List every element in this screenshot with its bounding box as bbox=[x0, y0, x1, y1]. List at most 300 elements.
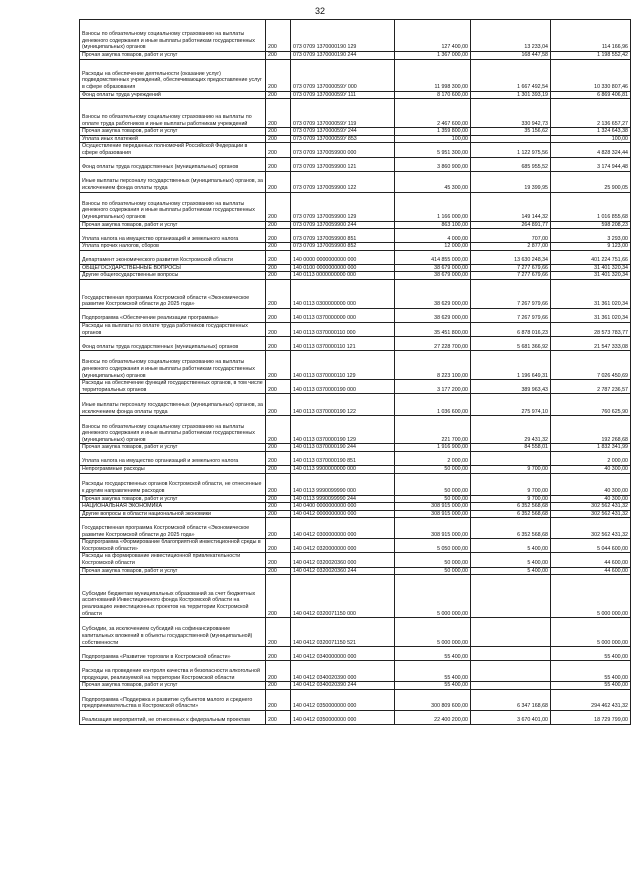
row-executed-cell: 264 891,77 bbox=[471, 221, 551, 229]
row-code-cell: 200 bbox=[266, 503, 291, 511]
row-executed-cell: 5 400,00 bbox=[471, 567, 551, 575]
row-remaining-cell: 9 123,00 bbox=[551, 243, 631, 251]
row-executed-cell: 2 877,00 bbox=[471, 243, 551, 251]
table-row bbox=[80, 661, 631, 682]
row-code-cell: 200 bbox=[266, 451, 291, 465]
row-name-cell: Подпрограмма «Формирование благоприятной инвестиционной среды в Костромской области» bbox=[80, 539, 266, 553]
page-number: 32 bbox=[314, 6, 325, 16]
row-executed-cell: 9 700,00 bbox=[471, 495, 551, 503]
row-remaining-cell: 598 208,23 bbox=[551, 221, 631, 229]
row-executed-cell: 685 955,52 bbox=[471, 157, 551, 171]
row-code-cell: 200 bbox=[266, 647, 291, 661]
row-classification-cell: 073 0709 1370059900 129 bbox=[291, 192, 395, 221]
row-name-cell: Департамент экономического развития Костромской области bbox=[80, 250, 266, 264]
table-row bbox=[80, 221, 631, 229]
row-approved-cell: 38 679 000,00 bbox=[395, 272, 471, 280]
table-row bbox=[80, 380, 631, 394]
row-classification-cell: 073 0709 1370059900 000 bbox=[291, 143, 395, 157]
row-name-cell: Прочая закупка товаров, работ и услуг bbox=[80, 444, 266, 452]
row-classification-cell: 140 0412 0350000000 000 bbox=[291, 710, 395, 724]
row-classification-cell: 073 0709 1370059900 244 bbox=[291, 221, 395, 229]
row-name-cell: Другие вопросы в области национальной экономики bbox=[80, 510, 266, 518]
row-executed-cell: 707,00 bbox=[471, 229, 551, 243]
table-row bbox=[80, 495, 631, 503]
row-executed-cell: 7 277 679,66 bbox=[471, 272, 551, 280]
row-approved-cell: 50 000,00 bbox=[395, 567, 471, 575]
row-code-cell: 200 bbox=[266, 618, 291, 647]
row-classification-cell: 140 0400 0000000000 000 bbox=[291, 503, 395, 511]
row-approved-cell: 127 400,00 bbox=[395, 20, 471, 52]
row-code-cell: 200 bbox=[266, 221, 291, 229]
row-name-cell: Прочая закупка товаров, работ и услуг bbox=[80, 682, 266, 690]
row-executed-cell: 6 347 168,68 bbox=[471, 689, 551, 710]
row-remaining-cell: 4 828 324,44 bbox=[551, 143, 631, 157]
row-name-cell: Подпрограмма «Развитие торговли в Костромской области» bbox=[80, 647, 266, 661]
row-remaining-cell: 2 136 657,27 bbox=[551, 99, 631, 128]
row-code-cell: 200 bbox=[266, 272, 291, 280]
row-code-cell: 200 bbox=[266, 689, 291, 710]
row-approved-cell: 1 036 600,00 bbox=[395, 394, 471, 416]
row-remaining-cell: 25 900,05 bbox=[551, 171, 631, 192]
row-name-cell: НАЦИОНАЛЬНАЯ ЭКОНОМИКА bbox=[80, 503, 266, 511]
row-classification-cell: 140 0113 0370000110 129 bbox=[291, 351, 395, 380]
row-classification-cell: 140 0113 9900000000 000 bbox=[291, 465, 395, 473]
row-name-cell: Иные выплаты персоналу государственных (муниципальных) органов, за исключением фонда оплаты труда bbox=[80, 171, 266, 192]
row-classification-cell: 140 0113 9990099990 000 bbox=[291, 473, 395, 495]
row-executed-cell: 1 301 393,19 bbox=[471, 91, 551, 99]
row-approved-cell: 1 916 900,00 bbox=[395, 444, 471, 452]
row-name-cell: Прочая закупка товаров, работ и услуг bbox=[80, 128, 266, 136]
row-code-cell: 200 bbox=[266, 171, 291, 192]
row-name-cell: Расходы на выплаты по оплате труда работников государственных органов bbox=[80, 322, 266, 336]
row-executed-cell: 330 942,73 bbox=[471, 99, 551, 128]
row-executed-cell: 84 558,01 bbox=[471, 444, 551, 452]
row-code-cell: 200 bbox=[266, 20, 291, 52]
row-code-cell: 200 bbox=[266, 473, 291, 495]
row-code-cell: 200 bbox=[266, 539, 291, 553]
row-remaining-cell: 31 401 320,34 bbox=[551, 264, 631, 272]
row-name-cell: Уплата налога на имущество организаций и земельного налога bbox=[80, 451, 266, 465]
row-code-cell: 200 bbox=[266, 518, 291, 539]
row-remaining-cell: 31 361 020,34 bbox=[551, 279, 631, 308]
row-classification-cell: 073 0709 137000059У 000 bbox=[291, 59, 395, 91]
row-classification-cell: 073 0709 1370059900 122 bbox=[291, 171, 395, 192]
row-approved-cell: 12 000,00 bbox=[395, 243, 471, 251]
table-row bbox=[80, 518, 631, 539]
row-name-cell: Фонд оплаты труда государственных (муниципальных) органов bbox=[80, 337, 266, 351]
row-approved-cell: 221 700,00 bbox=[395, 416, 471, 444]
row-code-cell: 200 bbox=[266, 553, 291, 567]
row-remaining-cell: 760 625,90 bbox=[551, 394, 631, 416]
row-approved-cell: 5 000 000,00 bbox=[395, 618, 471, 647]
row-remaining-cell: 1 324 643,38 bbox=[551, 128, 631, 136]
row-approved-cell: 35 451 800,00 bbox=[395, 322, 471, 336]
table-row bbox=[80, 135, 631, 143]
row-remaining-cell: 55 400,00 bbox=[551, 661, 631, 682]
row-remaining-cell: 31 401 320,34 bbox=[551, 272, 631, 280]
row-code-cell: 200 bbox=[266, 229, 291, 243]
row-name-cell: Взносы по обязательному социальному страхованию на выплаты денежного содержания и иные выплаты работникам государственных (муниципальных) органов bbox=[80, 416, 266, 444]
row-code-cell: 200 bbox=[266, 394, 291, 416]
row-remaining-cell: 5 000 000,00 bbox=[551, 575, 631, 618]
row-classification-cell: 140 0113 0370000190 122 bbox=[291, 394, 395, 416]
row-approved-cell: 300 809 600,00 bbox=[395, 689, 471, 710]
row-executed-cell: 6 352 568,68 bbox=[471, 518, 551, 539]
table-row bbox=[80, 465, 631, 473]
row-remaining-cell: 100,00 bbox=[551, 135, 631, 143]
row-approved-cell: 50 000,00 bbox=[395, 465, 471, 473]
row-remaining-cell: 55 400,00 bbox=[551, 682, 631, 690]
table-row bbox=[80, 157, 631, 171]
row-code-cell: 200 bbox=[266, 279, 291, 308]
table-row bbox=[80, 171, 631, 192]
row-code-cell: 200 bbox=[266, 465, 291, 473]
table-row bbox=[80, 250, 631, 264]
row-name-cell: Государственная программа Костромской области «Экономическое развитие Костромской области до 2025 года» bbox=[80, 279, 266, 308]
row-classification-cell: 140 0113 0370000190 129 bbox=[291, 416, 395, 444]
row-classification-cell: 140 0412 0000000000 000 bbox=[291, 510, 395, 518]
row-code-cell: 200 bbox=[266, 682, 291, 690]
row-remaining-cell: 2 000,00 bbox=[551, 451, 631, 465]
row-code-cell: 200 bbox=[266, 322, 291, 336]
row-executed-cell: 3 670 401,00 bbox=[471, 710, 551, 724]
row-name-cell: Другие общегосударственные вопросы bbox=[80, 272, 266, 280]
table-row bbox=[80, 272, 631, 280]
table-row bbox=[80, 52, 631, 60]
row-name-cell: Расходы на обеспечение функций государственных органов, в том числе территориальных органов bbox=[80, 380, 266, 394]
row-classification-cell: 073 0709 1370059900 851 bbox=[291, 229, 395, 243]
row-name-cell: Уплата иных платежей bbox=[80, 135, 266, 143]
row-approved-cell: 5 050 000,00 bbox=[395, 539, 471, 553]
row-remaining-cell: 31 361 020,34 bbox=[551, 308, 631, 322]
row-executed-cell bbox=[471, 451, 551, 465]
row-name-cell: Подпрограмма «Обеспечение реализации программы» bbox=[80, 308, 266, 322]
row-name-cell: Взносы по обязательному социальному страхованию на выплаты денежного содержания и иные выплаты работникам государственных (муниципальных) органов bbox=[80, 20, 266, 52]
row-code-cell: 200 bbox=[266, 567, 291, 575]
row-executed-cell: 29 431,32 bbox=[471, 416, 551, 444]
row-remaining-cell: 302 562 431,32 bbox=[551, 518, 631, 539]
row-executed-cell: 7 267 979,66 bbox=[471, 308, 551, 322]
row-approved-cell: 38 629 000,00 bbox=[395, 308, 471, 322]
row-name-cell: Субсидии бюджетам муниципальных образований за счет бюджетных ассигнований Инвестиционного фонда Костромской области на реализацию инвестиционных проектов на территории Костромской области bbox=[80, 575, 266, 618]
row-classification-cell: 140 0412 0320020360 000 bbox=[291, 553, 395, 567]
row-name-cell: Уплата прочих налогов, сборов bbox=[80, 243, 266, 251]
table-row bbox=[80, 473, 631, 495]
row-approved-cell: 1 166 000,00 bbox=[395, 192, 471, 221]
row-executed-cell: 389 963,43 bbox=[471, 380, 551, 394]
row-name-cell: Прочая закупка товаров, работ и услуг bbox=[80, 221, 266, 229]
row-classification-cell: 073 0709 137000059У 111 bbox=[291, 91, 395, 99]
row-approved-cell: 2 467 600,00 bbox=[395, 99, 471, 128]
table-row bbox=[80, 99, 631, 128]
row-name-cell: Взносы по обязательному социальному страхованию на выплаты денежного содержания и иные выплаты работникам государственных (муниципальных) органов bbox=[80, 351, 266, 380]
row-executed-cell: 1 667 492,54 bbox=[471, 59, 551, 91]
row-approved-cell: 45 300,00 bbox=[395, 171, 471, 192]
row-code-cell: 200 bbox=[266, 337, 291, 351]
row-approved-cell: 3 177 200,00 bbox=[395, 380, 471, 394]
row-remaining-cell: 6 869 406,81 bbox=[551, 91, 631, 99]
row-executed-cell: 9 700,00 bbox=[471, 473, 551, 495]
row-approved-cell: 3 860 900,00 bbox=[395, 157, 471, 171]
table-row bbox=[80, 416, 631, 444]
row-approved-cell: 50 000,00 bbox=[395, 553, 471, 567]
row-executed-cell: 13 233,04 bbox=[471, 20, 551, 52]
row-classification-cell: 140 0100 0000000000 000 bbox=[291, 264, 395, 272]
table-row bbox=[80, 682, 631, 690]
table-row bbox=[80, 264, 631, 272]
row-approved-cell: 863 100,00 bbox=[395, 221, 471, 229]
row-classification-cell: 140 0113 0370000190 244 bbox=[291, 444, 395, 452]
row-approved-cell: 50 000,00 bbox=[395, 495, 471, 503]
row-approved-cell: 8 170 600,00 bbox=[395, 91, 471, 99]
row-executed-cell: 5 400,00 bbox=[471, 553, 551, 567]
row-name-cell: Расходы на формирование инвестиционной привлекательности Костромской области bbox=[80, 553, 266, 567]
row-remaining-cell: 302 562 431,32 bbox=[551, 510, 631, 518]
row-code-cell: 200 bbox=[266, 52, 291, 60]
row-approved-cell: 22 400 200,00 bbox=[395, 710, 471, 724]
table-row bbox=[80, 20, 631, 52]
row-name-cell: Расходы на проведение контроля качества и безопасности алкогольной продукции, реализуемой на территории Костромской области bbox=[80, 661, 266, 682]
row-classification-cell: 140 0113 0370000190 000 bbox=[291, 380, 395, 394]
row-classification-cell: 073 0709 1370059900 121 bbox=[291, 157, 395, 171]
row-code-cell: 200 bbox=[266, 99, 291, 128]
row-name-cell: Расходы государственных органов Костромской области, не отнесенные к другим направлениям расходов bbox=[80, 473, 266, 495]
row-remaining-cell: 192 268,68 bbox=[551, 416, 631, 444]
table-row bbox=[80, 647, 631, 661]
row-executed-cell: 6 352 568,68 bbox=[471, 510, 551, 518]
row-approved-cell: 308 915 000,00 bbox=[395, 518, 471, 539]
row-classification-cell: 140 0412 0300000000 000 bbox=[291, 518, 395, 539]
table-row bbox=[80, 308, 631, 322]
table-row bbox=[80, 59, 631, 91]
table-row bbox=[80, 192, 631, 221]
row-code-cell: 200 bbox=[266, 351, 291, 380]
row-classification-cell: 140 0412 0340020390 244 bbox=[291, 682, 395, 690]
row-remaining-cell: 1 016 855,68 bbox=[551, 192, 631, 221]
table-row bbox=[80, 128, 631, 136]
table-row bbox=[80, 143, 631, 157]
row-approved-cell: 27 228 700,00 bbox=[395, 337, 471, 351]
row-code-cell: 200 bbox=[266, 416, 291, 444]
row-name-cell: Взносы по обязательному социальному страхованию на выплаты денежного содержания и иные выплаты работникам государственных (муниципальных) органов bbox=[80, 192, 266, 221]
row-executed-cell: 168 447,58 bbox=[471, 52, 551, 60]
table-row bbox=[80, 337, 631, 351]
row-remaining-cell: 3 174 944,48 bbox=[551, 157, 631, 171]
row-executed-cell: 7 277 679,66 bbox=[471, 264, 551, 272]
row-executed-cell: 6 352 568,68 bbox=[471, 503, 551, 511]
row-executed-cell: 1 122 975,56 bbox=[471, 143, 551, 157]
row-remaining-cell: 21 547 333,08 bbox=[551, 337, 631, 351]
row-executed-cell: 5 400,00 bbox=[471, 539, 551, 553]
row-remaining-cell: 302 562 431,32 bbox=[551, 503, 631, 511]
table-row bbox=[80, 510, 631, 518]
row-name-cell: Расходы на обеспечение деятельности (оказание услуг) подведомственных учреждений, обеспечивающих предоставление услуг в сфере образования bbox=[80, 59, 266, 91]
row-classification-cell: 140 0412 0320020360 244 bbox=[291, 567, 395, 575]
row-remaining-cell: 44 600,00 bbox=[551, 567, 631, 575]
budget-table bbox=[79, 19, 631, 725]
row-approved-cell: 5 951 300,00 bbox=[395, 143, 471, 157]
row-name-cell: Прочая закупка товаров, работ и услуг bbox=[80, 567, 266, 575]
row-code-cell: 200 bbox=[266, 308, 291, 322]
row-executed-cell: 275 974,10 bbox=[471, 394, 551, 416]
row-executed-cell bbox=[471, 647, 551, 661]
row-approved-cell: 11 998 300,00 bbox=[395, 59, 471, 91]
table-row bbox=[80, 689, 631, 710]
row-executed-cell: 6 878 016,23 bbox=[471, 322, 551, 336]
row-code-cell: 200 bbox=[266, 380, 291, 394]
table-row bbox=[80, 503, 631, 511]
row-name-cell: Прочая закупка товаров, работ и услуг bbox=[80, 495, 266, 503]
row-approved-cell: 414 855 000,00 bbox=[395, 250, 471, 264]
row-classification-cell: 140 0412 0350000000 000 bbox=[291, 689, 395, 710]
row-code-cell: 200 bbox=[266, 661, 291, 682]
row-remaining-cell: 5 044 600,00 bbox=[551, 539, 631, 553]
row-code-cell: 200 bbox=[266, 128, 291, 136]
row-name-cell: Фонд оплаты труда государственных (муниципальных) органов bbox=[80, 157, 266, 171]
table-row bbox=[80, 91, 631, 99]
row-remaining-cell: 294 462 431,32 bbox=[551, 689, 631, 710]
row-remaining-cell: 40 300,00 bbox=[551, 495, 631, 503]
row-name-cell: Фонд оплаты труда учреждений bbox=[80, 91, 266, 99]
row-code-cell: 200 bbox=[266, 444, 291, 452]
row-remaining-cell: 1 832 341,99 bbox=[551, 444, 631, 452]
table-row bbox=[80, 444, 631, 452]
row-approved-cell: 55 400,00 bbox=[395, 661, 471, 682]
table-row bbox=[80, 351, 631, 380]
row-executed-cell: 5 681 366,92 bbox=[471, 337, 551, 351]
row-executed-cell: 7 267 979,66 bbox=[471, 279, 551, 308]
row-remaining-cell: 1 198 552,42 bbox=[551, 52, 631, 60]
table-row bbox=[80, 553, 631, 567]
row-remaining-cell: 5 000 000,00 bbox=[551, 618, 631, 647]
row-classification-cell: 140 0113 0370000110 000 bbox=[291, 322, 395, 336]
row-approved-cell: 5 000 000,00 bbox=[395, 575, 471, 618]
row-name-cell: Взносы по обязательному социальному страхованию на выплаты по оплате труда работников и иные выплаты работникам учреждений bbox=[80, 99, 266, 128]
row-executed-cell bbox=[471, 682, 551, 690]
table-row bbox=[80, 539, 631, 553]
row-remaining-cell: 10 330 807,46 bbox=[551, 59, 631, 91]
row-classification-cell: 140 0412 0340020390 000 bbox=[291, 661, 395, 682]
row-approved-cell: 2 000,00 bbox=[395, 451, 471, 465]
row-executed-cell: 1 196 649,31 bbox=[471, 351, 551, 380]
row-executed-cell: 149 144,32 bbox=[471, 192, 551, 221]
row-approved-cell: 38 679 000,00 bbox=[395, 264, 471, 272]
row-name-cell: Уплата налога на имущество организаций и земельного налога bbox=[80, 229, 266, 243]
row-classification-cell: 140 0000 0000000000 000 bbox=[291, 250, 395, 264]
row-executed-cell: 19 399,95 bbox=[471, 171, 551, 192]
row-code-cell: 200 bbox=[266, 575, 291, 618]
row-remaining-cell: 44 600,00 bbox=[551, 553, 631, 567]
row-code-cell: 200 bbox=[266, 264, 291, 272]
row-approved-cell: 55 400,00 bbox=[395, 682, 471, 690]
row-remaining-cell: 28 573 783,77 bbox=[551, 322, 631, 336]
row-name-cell: Прочая закупка товаров, работ и услуг bbox=[80, 52, 266, 60]
row-remaining-cell: 40 300,00 bbox=[551, 465, 631, 473]
row-remaining-cell: 401 224 751,66 bbox=[551, 250, 631, 264]
row-name-cell: ОБЩЕГОСУДАРСТВЕННЫЕ ВОПРОСЫ bbox=[80, 264, 266, 272]
row-remaining-cell: 7 026 450,69 bbox=[551, 351, 631, 380]
row-code-cell: 200 bbox=[266, 243, 291, 251]
row-executed-cell: 9 700,00 bbox=[471, 465, 551, 473]
row-classification-cell: 073 0709 137000059У 244 bbox=[291, 128, 395, 136]
row-code-cell: 200 bbox=[266, 250, 291, 264]
row-classification-cell: 073 0709 1370000190 244 bbox=[291, 52, 395, 60]
table-row bbox=[80, 451, 631, 465]
row-executed-cell: 35 156,62 bbox=[471, 128, 551, 136]
row-code-cell: 200 bbox=[266, 59, 291, 91]
row-classification-cell: 073 0709 137000059У 853 bbox=[291, 135, 395, 143]
row-name-cell: Непрограммные расходы bbox=[80, 465, 266, 473]
table-row bbox=[80, 567, 631, 575]
row-code-cell: 200 bbox=[266, 510, 291, 518]
row-name-cell: Осуществление переданных полномочий Российской Федерации в сфере образования bbox=[80, 143, 266, 157]
row-classification-cell: 140 0113 0300000000 000 bbox=[291, 279, 395, 308]
row-classification-cell: 140 0412 0320000000 000 bbox=[291, 539, 395, 553]
row-approved-cell: 50 000,00 bbox=[395, 473, 471, 495]
row-approved-cell: 1 359 800,00 bbox=[395, 128, 471, 136]
table-row bbox=[80, 229, 631, 243]
row-classification-cell: 140 0113 0370000190 851 bbox=[291, 451, 395, 465]
row-classification-cell: 073 0709 1370059900 852 bbox=[291, 243, 395, 251]
row-classification-cell: 140 0412 0320071150 521 bbox=[291, 618, 395, 647]
row-remaining-cell: 18 729 799,00 bbox=[551, 710, 631, 724]
row-remaining-cell: 114 166,96 bbox=[551, 20, 631, 52]
row-remaining-cell: 2 787 236,57 bbox=[551, 380, 631, 394]
row-executed-cell bbox=[471, 575, 551, 618]
row-approved-cell: 308 915 000,00 bbox=[395, 503, 471, 511]
row-classification-cell: 140 0113 0370000000 000 bbox=[291, 308, 395, 322]
row-remaining-cell: 3 293,00 bbox=[551, 229, 631, 243]
row-approved-cell: 4 000,00 bbox=[395, 229, 471, 243]
row-code-cell: 200 bbox=[266, 495, 291, 503]
table-row bbox=[80, 618, 631, 647]
row-code-cell: 200 bbox=[266, 91, 291, 99]
row-code-cell: 200 bbox=[266, 135, 291, 143]
row-code-cell: 200 bbox=[266, 710, 291, 724]
row-classification-cell: 073 0709 1370000190 129 bbox=[291, 20, 395, 52]
table-row bbox=[80, 279, 631, 308]
row-code-cell: 200 bbox=[266, 143, 291, 157]
row-executed-cell bbox=[471, 661, 551, 682]
row-classification-cell: 140 0412 0320071150 000 bbox=[291, 575, 395, 618]
budget-table-body bbox=[80, 20, 631, 725]
row-executed-cell bbox=[471, 618, 551, 647]
row-classification-cell: 140 0113 9990099990 244 bbox=[291, 495, 395, 503]
table-row bbox=[80, 394, 631, 416]
row-name-cell: Подпрограмма «Поддержка и развитие субъектов малого и среднего предпринимательства в Костромской области» bbox=[80, 689, 266, 710]
row-name-cell: Субсидии, за исключением субсидий на софинансирование капитальных вложений в объекты государственной (муниципальной) собственности bbox=[80, 618, 266, 647]
row-approved-cell: 8 223 100,00 bbox=[395, 351, 471, 380]
row-name-cell: Государственная программа Костромской области «Экономическое развитие Костромской области до 2025 года» bbox=[80, 518, 266, 539]
row-classification-cell: 140 0412 0340000000 000 bbox=[291, 647, 395, 661]
table-row bbox=[80, 243, 631, 251]
row-remaining-cell: 40 300,00 bbox=[551, 473, 631, 495]
table-row bbox=[80, 322, 631, 336]
table-row bbox=[80, 575, 631, 618]
row-classification-cell: 140 0113 0000000000 000 bbox=[291, 272, 395, 280]
row-approved-cell: 55 400,00 bbox=[395, 647, 471, 661]
row-code-cell: 200 bbox=[266, 192, 291, 221]
row-executed-cell bbox=[471, 135, 551, 143]
row-approved-cell: 308 915 000,00 bbox=[395, 510, 471, 518]
row-classification-cell: 073 0709 137000059У 119 bbox=[291, 99, 395, 128]
row-approved-cell: 38 629 000,00 bbox=[395, 279, 471, 308]
row-approved-cell: 100,00 bbox=[395, 135, 471, 143]
table-row bbox=[80, 710, 631, 724]
row-code-cell: 200 bbox=[266, 157, 291, 171]
row-classification-cell: 140 0113 0370000110 121 bbox=[291, 337, 395, 351]
row-name-cell: Иные выплаты персоналу государственных (муниципальных) органов, за исключением фонда оплаты труда bbox=[80, 394, 266, 416]
